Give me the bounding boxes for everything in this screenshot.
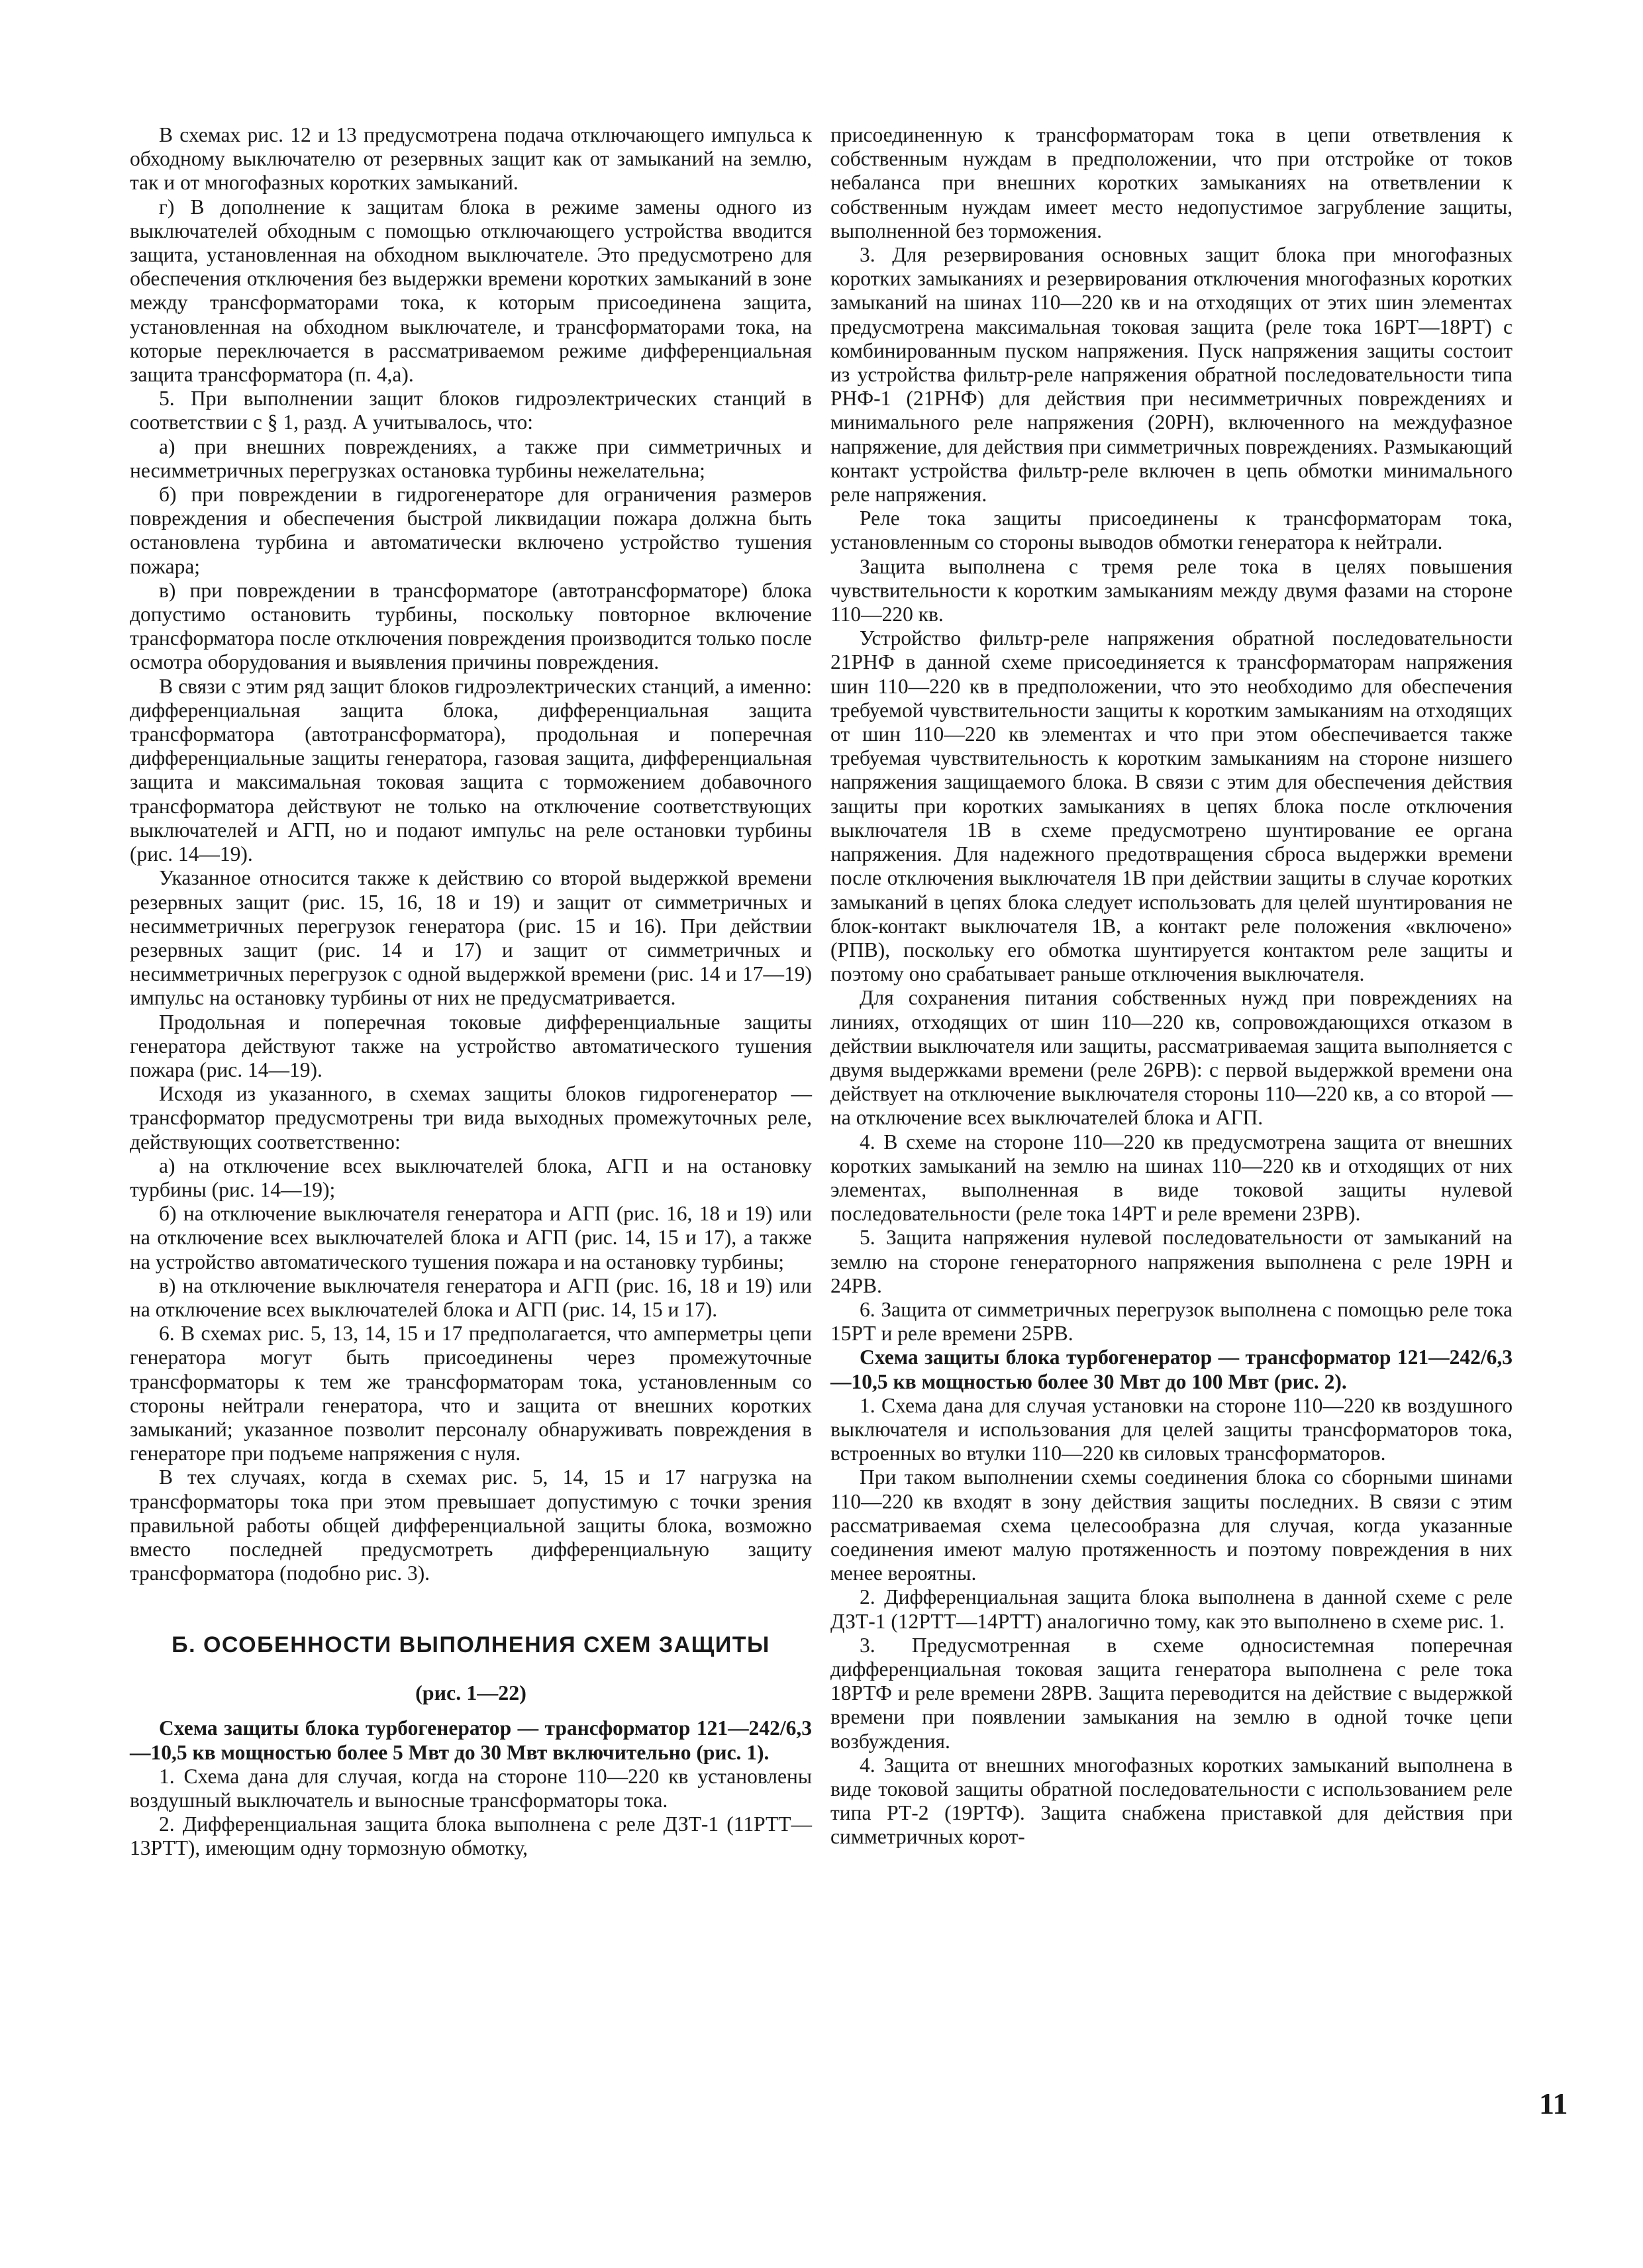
left-column <box>130 123 812 1861</box>
paragraph: 5. При выполнении защит блоков гидроэлектрических станций в соответствии с § 1, разд. А учитывалось, что: <box>130 387 812 434</box>
paragraph: Указанное относится также к действию со второй выдержкой времени резервных защит (рис. 15, 16, 18 и 19) и защит от симметричных и несимметричных перегрузок генератора (рис. 15 и 16). При действии резервных защит (рис. 14 и 17) и защит от симметричных и несимметричных перегрузок с одной выдержкой времени (рис. 14 и 17—19) импульс на остановку турбины от них не предусматривается. <box>130 866 812 1010</box>
paragraph: При таком выполнении схемы соединения блока со сборными шинами 110—220 кв входят в зону действия защиты последних. В связи с этим рассматриваемая схема целесообразна для случая, когда указанные соединения имеют малую протяженность и поэтому повреждения в них менее вероятны. <box>830 1465 1513 1585</box>
paragraph: 2. Дифференциальная защита блока выполнена в данной схеме с реле ДЗТ-1 (12РТТ—14РТТ) аналогично тому, как это выполнено в схеме рис. 1. <box>830 1585 1513 1633</box>
paragraph: 1. Схема дана для случая, когда на стороне 110—220 кв установлены воздушный выключатель и выносные трансформаторы тока. <box>130 1764 812 1812</box>
paragraph: Защита выполнена с тремя реле тока в целях повышения чувствительности к коротким замыканиям между двумя фазами на стороне 110—220 кв. <box>830 554 1513 626</box>
paragraph: Для сохранения питания собственных нужд при повреждениях на линиях, отходящих от шин 110—220 кв, сопровождающихся отказом в действии выключателя или защиты, рассматриваемая защита выполняется с двумя выдержками времени (реле 26РВ): с первой выдержкой времени она действует на отключение выключателя стороны 110—220 кв, а со второй — на отключение всех выключателей блока и АГП. <box>830 986 1513 1130</box>
paragraph: 4. В схеме на стороне 110—220 кв предусмотрена защита от внешних коротких замыканий на землю на шинах 110—220 кв и отходящих от них элементах, выполненная в виде токовой защиты нулевой последовательности (реле тока 14РТ и реле времени 23РВ). <box>830 1130 1513 1226</box>
paragraph: а) при внешних повреждениях, а также при симметричных и несимметричных перегрузках остановка турбины нежелательна; <box>130 434 812 482</box>
paragraph: в) при повреждении в трансформаторе (автотрансформаторе) блока допустимо остановить турбины, поскольку повторное включение трансформатора после отключения повреждения производится только после осмотра оборудования и выявления причины повреждения. <box>130 578 812 674</box>
paragraph: 2. Дифференциальная защита блока выполнена с реле ДЗТ-1 (11РТТ—13РТТ), имеющим одну тормозную обмотку, <box>130 1812 812 1860</box>
paragraph: В связи с этим ряд защит блоков гидроэлектрических станций, а именно: дифференциальная защита блока, дифференциальная защита трансформатора (автотрансформатора), продольная и поперечная дифференциальные защиты генератора, газовая защита, дифференциальная защита и максимальная токовая защита с торможением добавочного трансформатора действуют не только на отключение соответствующих выключателей и АГП, но и подают импульс на реле остановки турбины (рис. 14—19). <box>130 674 812 866</box>
paragraph: Реле тока защиты присоединены к трансформаторам тока, установленным со стороны выводов обмотки генератора к нейтрали. <box>830 507 1513 554</box>
paragraph: 3. Для резервирования основных защит блока при многофазных коротких замыканиях и резервирования отключения многофазных коротких замыканий на шинах 110—220 кв и на отходящих от этих шин элементах предусмотрена максимальная токовая защита (реле тока 16РТ—18РТ) с комбинированным пуском напряжения. Пуск напряжения защиты состоит из устройства фильтр-реле напряжения обратной последовательности типа РНФ-1 (21РНФ) для действия при несимметричных повреждениях и минимального реле напряжения (20РН), включенного на междуфазное напряжение, для действия при симметричных повреждениях. Размыкающий контакт устройства фильтр-реле включен в цепь обмотки минимального реле напряжения. <box>830 243 1513 507</box>
paragraph: 1. Схема дана для случая установки на стороне 110—220 кв воздушного выключателя и использования для целей защиты трансформаторов тока, встроенных во втулки 110—220 кв силовых трансформаторов. <box>830 1393 1513 1465</box>
page-number: 11 <box>1539 2087 1568 2120</box>
paragraph: В тех случаях, когда в схемах рис. 5, 14, 15 и 17 нагрузка на трансформаторы тока при этом превышает допустимую с точки зрения правильной работы общей дифференциальной защиты блока, возможно вместо последней предусмотреть дифференциальную защиту трансформатора (подобно рис. 3). <box>130 1465 812 1585</box>
paragraph: 4. Защита от внешних многофазных коротких замыканий выполнена в виде токовой защиты обратной последовательности с использованием реле типа РТ-2 (19РТФ). Защита снабжена приставкой для действия при симметричных корот- <box>830 1753 1513 1849</box>
paragraph: Исходя из указанного, в схемах защиты блоков гидрогенератор — трансформатор предусмотрены три вида выходных промежуточных реле, действующих соответственно: <box>130 1082 812 1154</box>
paragraph: 5. Защита напряжения нулевой последовательности от замыканий на землю на стороне генераторного напряжения выполнена с реле 19РН и 24РВ. <box>830 1226 1513 1297</box>
scheme-title: Схема защиты блока турбогенератор — трансформатор 121—242/6,3—10,5 кв мощностью более 30 Мвт до 100 Мвт (рис. 2). <box>830 1346 1513 1393</box>
paragraph: 3. Предусмотренная в схеме односистемная поперечная дифференциальная токовая защита генератора выполнена с реле тока 18РТФ и реле времени 28РВ. Защита переводится на действие с выдержкой времени при появлении замыкания на землю в одной точке цепи возбуждения. <box>830 1633 1513 1753</box>
scheme-title: Схема защиты блока турбогенератор — трансформатор 121—242/6,3—10,5 кв мощностью более 5 Мвт до 30 Мвт включительно (рис. 1). <box>130 1716 812 1764</box>
section-subheading: (рис. 1—22) <box>415 1681 526 1705</box>
right-column <box>830 123 1513 1849</box>
paragraph: 6. Защита от симметричных перегрузок выполнена с помощью реле тока 15РТ и реле времени 25РВ. <box>830 1297 1513 1346</box>
section-heading: Б. ОСОБЕННОСТИ ВЫПОЛНЕНИЯ СХЕМ ЗАЩИТЫ <box>172 1632 770 1658</box>
paragraph: в) на отключение выключателя генератора и АГП (рис. 16, 18 и 19) или на отключение всех выключателей блока и АГП (рис. 14, 15 и 17). <box>130 1273 812 1321</box>
paragraph: Продольная и поперечная токовые дифференциальные защиты генератора действуют также на устройство автоматического тушения пожара (рис. 14—19). <box>130 1010 812 1081</box>
paragraph: а) на отключение всех выключателей блока, АГП и на остановку турбины (рис. 14—19); <box>130 1154 812 1201</box>
paragraph: В схемах рис. 12 и 13 предусмотрена подача отключающего импульса к обходному выключателю от резервных защит как от замыканий на землю, так и от многофазных коротких замыканий. <box>130 123 812 195</box>
paragraph: присоединенную к трансформаторам тока в цепи ответвления к собственным нуждам в предположении, что при отстройке от токов небаланса при внешних коротких замыканиях на ответвлении к собственным нуждам имеет место недопустимое загрубление защиты, выполненной без торможения. <box>830 123 1513 242</box>
paragraph: 6. В схемах рис. 5, 13, 14, 15 и 17 предполагается, что амперметры цепи генератора могут быть присоединены через промежуточные трансформаторы к тем же трансформаторам тока, установленным со стороны нейтрали генератора, что и защита от внешних коротких замыканий; указанное позволит персоналу обнаруживать повреждения в генераторе при подъеме напряжения с нуля. <box>130 1322 812 1465</box>
paragraph: г) В дополнение к защитам блока в режиме замены одного из выключателей обходным с помощью отключающего устройства вводится защита, установленная на обходном выключателе. Это предусмотрено для обеспечения отключения без выдержки времени коротких замыканий в зоне между трансформаторами тока, к которым присоединена защита, установленная на обходном выключателе, и трансформаторами тока, на которые переключается в рассматриваемом режиме дифференциальная защита трансформатора (п. 4,а). <box>130 195 812 387</box>
paragraph: б) при повреждении в гидрогенераторе для ограничения размеров повреждения и обеспечения быстрой ликвидации пожара должна быть остановлена турбина и автоматически включено устройство тушения пожара; <box>130 483 812 578</box>
paragraph: Устройство фильтр-реле напряжения обратной последовательности 21РНФ в данной схеме присоединяется к трансформаторам напряжения шин 110—220 кв в предположении, что это необходимо для обеспечения требуемой чувствительности защиты к коротким замыканиям на отходящих от шин 110—220 кв элементах и что при этом обеспечивается также требуемая чувствительность к коротким замыканиям на стороне низшего напряжения защищаемого блока. В связи с этим для обеспечения действия защиты при коротких замыканиях в цепях блока после отключения выключателя 1В в схеме предусмотрено шунтирование ее органа напряжения. Для надежного предотвращения сброса выдержки времени после отключения выключателя 1В при действии защиты в случае коротких замыканий в цепях блока следует использовать для целей шунтирования не блок-контакт выключателя 1В, а контакт реле положения «включено» (РПВ), поскольку его обмотка шунтируется контактом реле защиты и поэтому оно срабатывает раньше отключения выключателя. <box>830 626 1513 986</box>
paragraph: б) на отключение выключателя генератора и АГП (рис. 16, 18 и 19) или на отключение всех выключателей блока и АГП (рис. 14, 15 и 17), а также на устройство автоматического тушения пожара и на остановку турбины; <box>130 1202 812 1273</box>
